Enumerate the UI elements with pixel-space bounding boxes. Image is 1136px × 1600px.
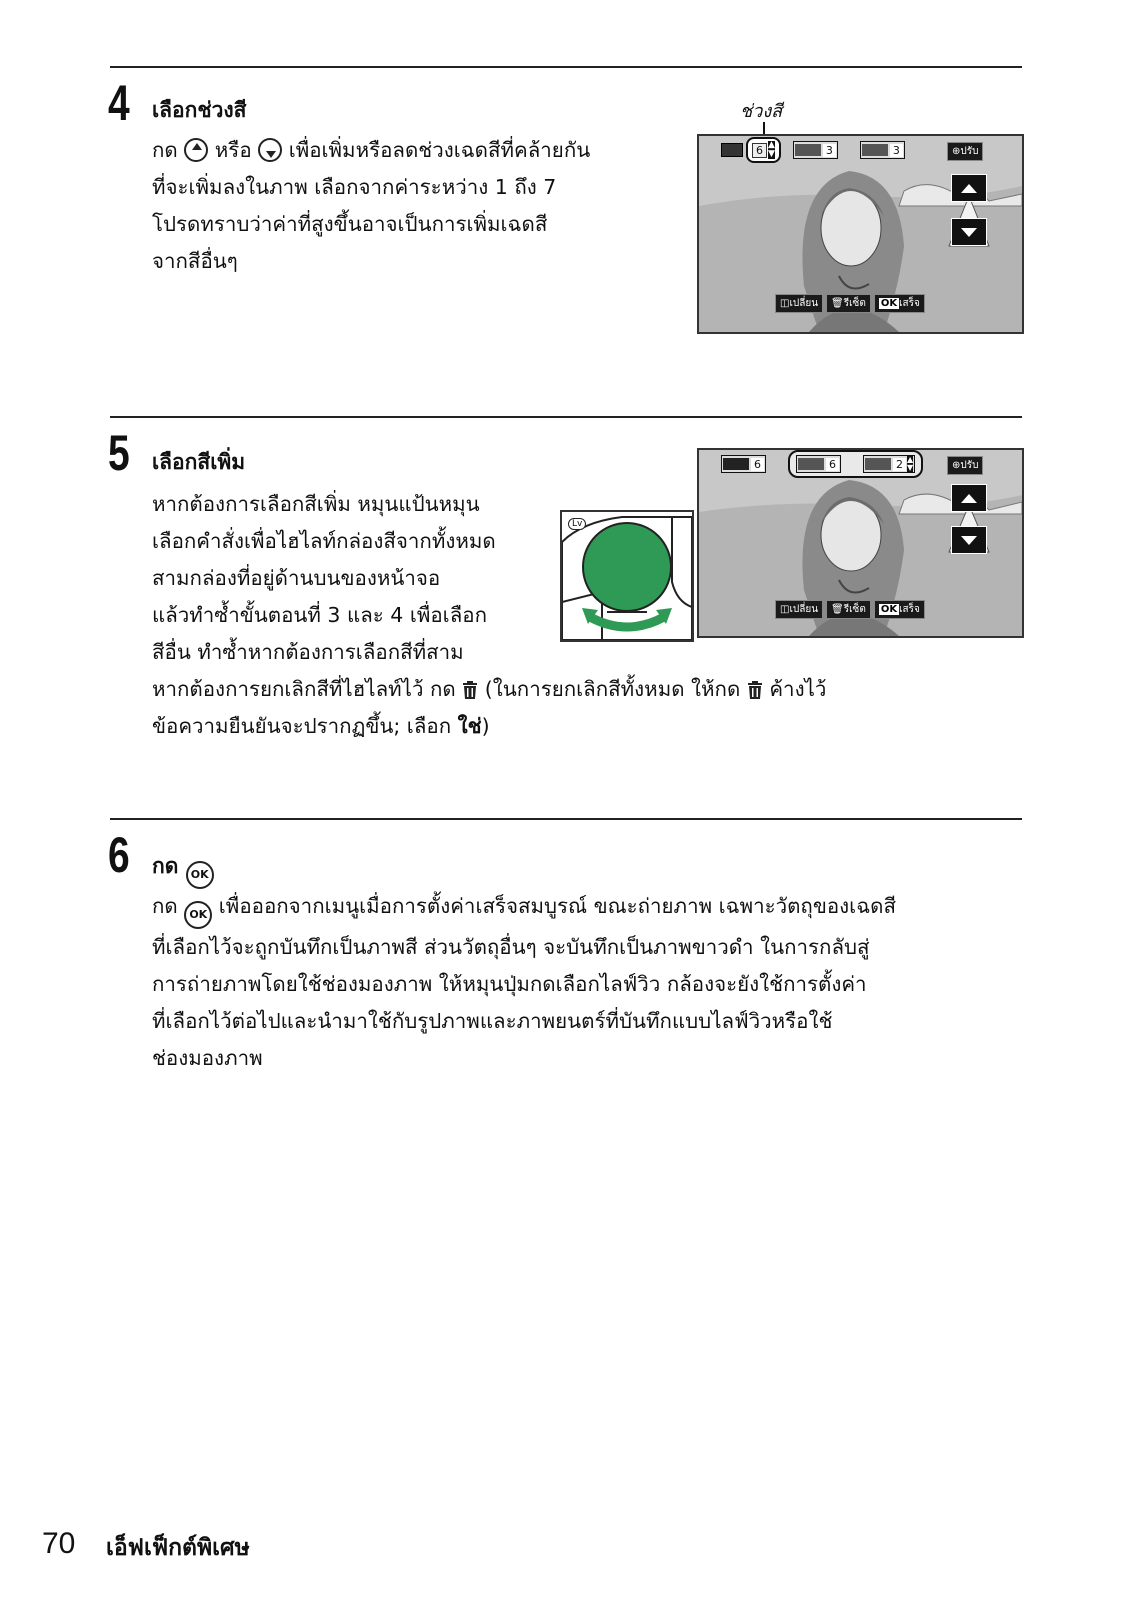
step4-title: เลือกช่วงสี (152, 98, 247, 122)
change-button[interactable]: ◫เปลี่ยน (775, 294, 823, 313)
step5-line2: เลือกคำสั่งเพื่อไฮไลท์กล่องสีจากทั้งหมด (152, 529, 496, 553)
arrow-down-button[interactable] (951, 218, 987, 246)
step5-line6: หากต้องการยกเลิกสีที่ไฮไลท์ไว้ กด (ในการยกเลิกสีทั้งหมด ให้กด ค้างไว้ (152, 677, 827, 701)
step4-bottom-bar (775, 294, 925, 313)
step6-line5: ช่องมองภาพ (152, 1045, 263, 1070)
step4-line2: ที่จะเพิ่มลงในภาพ เลือกจากค่าระหว่าง 1 ถึง 7 (152, 175, 557, 199)
step4-rule (110, 66, 1022, 68)
step5-bottom-bar (775, 600, 925, 619)
swatch-1-value-box: 6 ▲ ▼ (746, 137, 781, 163)
step6-title: กด OK (152, 850, 214, 889)
multi-selector-down-icon (258, 138, 282, 162)
step4-line4: จากสีอื่นๆ (152, 249, 238, 273)
change-button[interactable]: ◫เปลี่ยน (775, 600, 823, 619)
ok-button-icon: OK (186, 861, 214, 889)
reset-button[interactable]: 🗑รีเซ็ต (826, 600, 871, 619)
step5-line5: สีอื่น ทำซ้ำหากต้องการเลือกสีที่สาม (152, 640, 464, 664)
adjust-label: ⊕ปรับ (947, 456, 983, 475)
section-title: เอ็ฟเฟ็กต์พิเศษ (106, 1535, 250, 1561)
step6-line4: ที่เลือกไว้ต่อไปและนำมาใช้กับรูปภาพและภาพยนตร์ที่บันทึกแบบไลฟ์วิวหรือใช้ (152, 1008, 833, 1033)
swatch-2: 3 (793, 141, 838, 159)
triangle-down-icon (961, 228, 977, 237)
step5-line1: หากต้องการเลือกสีเพิ่ม หมุนแป้นหมุน (152, 492, 480, 516)
reset-button[interactable]: 🗑รีเซ็ต (826, 294, 871, 313)
step4-line1: กด หรือ เพื่อเพิ่มหรือลดช่วงเฉดสีที่คล้ายกัน (152, 138, 591, 162)
step5-line3: สามกล่องที่อยู่ด้านบนของหน้าจอ (152, 566, 441, 590)
step4-line3: โปรดทราบว่าค่าที่สูงขึ้นอาจเป็นการเพิ่มเฉดสี (152, 212, 548, 236)
done-button[interactable]: OK เสร็จ (874, 600, 925, 619)
step6-number: 6 (108, 827, 130, 883)
adjust-label: ⊕ปรับ (947, 142, 983, 161)
highlighted-swatches (788, 450, 923, 478)
triangle-down-icon (961, 536, 977, 545)
swatch-1-icon (721, 143, 743, 157)
arrow-up-button[interactable] (951, 484, 987, 512)
step5-screen (697, 448, 1024, 638)
step4-body (152, 132, 590, 280)
swatch-3: 3 (860, 141, 905, 159)
step5-color-swatches (721, 454, 923, 474)
live-view-label: Lv (568, 518, 586, 530)
page-number: 70 (42, 1527, 76, 1560)
step6-line1: กด OK เพื่อออกจากเมนูเมื่อการตั้งค่าเสร็จสมบูรณ์ ขณะถ่ายภาพ เฉพาะวัตถุของเฉดสี (152, 888, 896, 929)
command-dial-illustration (560, 510, 694, 642)
step6-line2: ที่เลือกไว้จะถูกบันทึกเป็นภาพสี ส่วนวัตถุอื่นๆ จะบันทึกเป็นภาพขาวดำ ในการกลับสู่ (152, 934, 870, 959)
triangle-up-icon (961, 494, 977, 503)
step6-rule (110, 818, 1022, 820)
ok-button-icon: OK (184, 901, 212, 929)
step4-screen (697, 134, 1024, 334)
up-down-arrows-icon: ▲ ▼ (768, 140, 775, 159)
step6-line3: การถ่ายภาพโดยใช้ช่องมองภาพ ให้หมุนปุ่มกดเลือกไลฟ์วิว กล้องจะยังใช้การตั้งค่า (152, 971, 867, 996)
step5-line4: แล้วทำซ้ำขั้นตอนที่ 3 และ 4 เพื่อเลือก (152, 603, 487, 627)
arrow-up-button[interactable] (951, 174, 987, 202)
arrow-down-button[interactable] (951, 526, 987, 554)
swatch-2: 6 (796, 455, 841, 473)
color-range-caption: ช่วงสี (740, 101, 783, 122)
triangle-up-icon (961, 184, 977, 193)
step4-color-swatches (721, 140, 905, 160)
multi-selector-up-icon (184, 138, 208, 162)
trash-icon (462, 681, 478, 699)
step5-number: 5 (108, 425, 130, 481)
yes-option: ใช่ (457, 714, 482, 738)
step5-rule (110, 416, 1022, 418)
up-down-arrows-icon: ▲ ▼ (907, 455, 914, 472)
trash-icon (747, 681, 763, 699)
swatch-3: 2 ▲ ▼ (863, 455, 915, 473)
step5-title: เลือกสีเพิ่ม (152, 450, 246, 474)
step6-body (152, 888, 896, 1077)
step5-line7: ข้อความยืนยันจะปรากฏขึ้น; เลือก ใช่) (152, 714, 490, 738)
done-button[interactable]: OK เสร็จ (874, 294, 925, 313)
swatch-1: 6 (721, 455, 766, 473)
step4-number: 4 (108, 75, 130, 131)
